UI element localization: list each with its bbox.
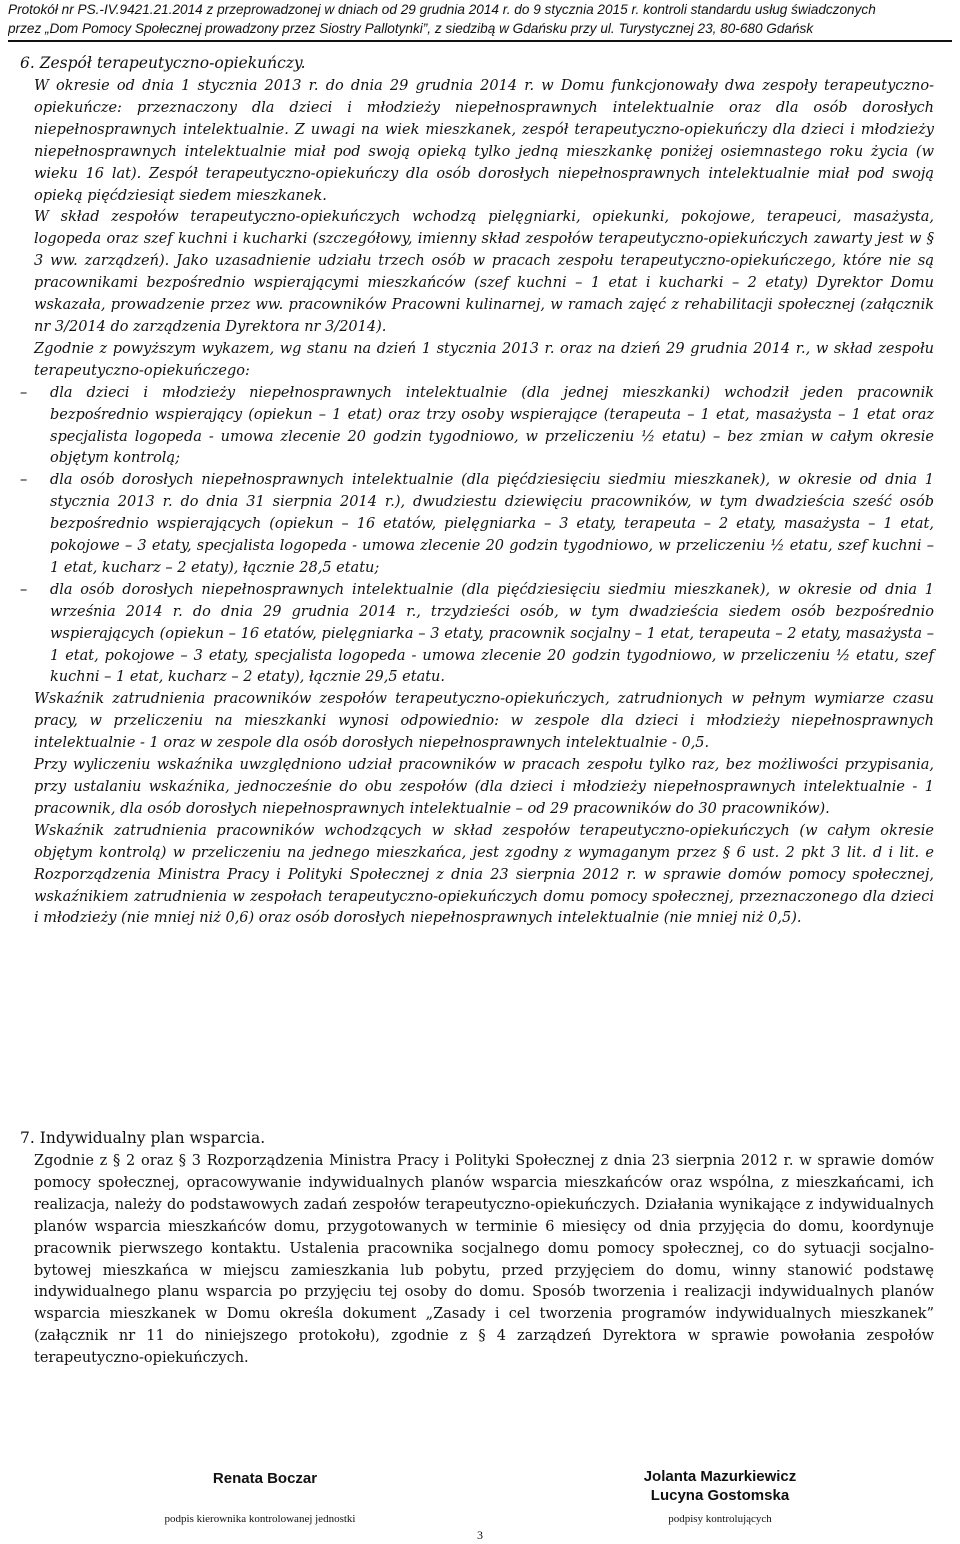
section-7-title: 7. Indywidualny plan wsparcia.	[20, 1129, 266, 1147]
list-item	[20, 580, 934, 690]
header-rule	[8, 40, 952, 42]
signature-right-name-2: Lucyna Gostomska	[650, 1487, 790, 1504]
dash-marker: –	[20, 384, 28, 401]
page-number: 3	[477, 1528, 483, 1542]
list-item	[20, 383, 934, 471]
signature-right-names	[570, 1467, 870, 1505]
section-6-title: 6. Zespół terapeutyczno-opiekuńczy.	[20, 54, 306, 72]
running-header	[8, 0, 954, 38]
section-6-paragraph-1: W okresie od dnia 1 stycznia 2013 r. do dnia 29 grudnia 2014 r. w Domu funkcjonowały dwa zespoły terapeutyczno-opiekuńcze: przeznaczony dla dzieci i młodzieży niepełnosprawnych intelektualnie oraz dla osób dorosłych niepełnosprawnych intelektualnie. Z uwagi na wiek mieszkanek, zespół terapeutyczno-opiekuńczy dla dzieci i młodzieży niepełnosprawnych intelektualnie miał pod swoją opieką tylko jedną mieszkankę poniżej osiemnastego roku życia (w wieku 16 lat). Zespół terapeutyczno-opiekuńczy dla osób dorosłych niepełnosprawnych intelektualnie miał pod swoją opieką pięćdziesiąt siedem mieszkanek.	[34, 78, 934, 204]
section-6-body	[20, 76, 934, 930]
signature-right-caption: podpisy kontrolujących	[668, 1513, 772, 1525]
list-item-text: dla osób dorosłych niepełnosprawnych intelektualnie (dla pięćdziesięciu siedmiu mieszkanek), w okresie od dnia 1 stycznia 2013 r. do dnia 31 sierpnia 2014 r.), dwudziestu dziewięciu pracowników, w tym dwadzieścia sześć osób bezpośrednio wspierających (opiekun – 16 etatów, pielęgniarka – 3 etaty, terapeuta – 2 etaty, masażysta – 1 etat, pokojowe – 3 etaty, specjalista logopeda - umowa zlecenie 20 godzin tygodniowo, w przeliczeniu ½ etatu, szef kuchni – 1 etat, kucharz – 2 etaty), łącznie 28,5 etatu;	[50, 472, 934, 576]
signature-left-name: Renata Boczar	[212, 1470, 318, 1487]
header-line-2: przez „Dom Pomocy Społecznej prowadzony przez Siostry Pallotynki”, z siedzibą w Gdańsku przy ul. Turystycznej 23, 80-680 Gdańsk	[8, 21, 814, 36]
section-6-paragraph-4: Wskaźnik zatrudnienia pracowników zespołów terapeutyczno-opiekuńczych, zatrudnionych w pełnym wymiarze czasu pracy, w przeliczeniu na mieszkanki wynosi odpowiednio: w zespole dla dzieci i młodzieży niepełnosprawnych intelektualnie - 1 oraz w zespole dla osób dorosłych niepełnosprawnych intelektualnie - 0,5.	[34, 691, 934, 752]
section-7-body	[34, 1151, 934, 1370]
section-7-paragraph-1: Zgodnie z § 2 oraz § 3 Rozporządzenia Ministra Pracy i Polityki Społecznej z dnia 23 sierpnia 2012 r. w sprawie domów pomocy społecznej, opracowywanie indywidualnych planów wsparcia mieszkańców oraz wspólna, z mieszkańcami, ich realizacja, należy do podstawowych zadań zespołów terapeutyczno-opiekuńczych. Działania wynikające z indywidualnych planów wsparcia mieszkańców domu, przygotowanych w terminie 6 miesięcy od dnia przyjęcia do domu, koordynuje pracownik pierwszego kontaktu. Ustalenia pracownika socjalnego domu pomocy społecznej, co do sytuacji socjalno-bytowej mieszkańca w miejscu zamieszkania lub pobytu, przed przyjęciem do domu, winny stanowić podstawę indywidualnego planu wsparcia po przyjęciu tej osoby do domu. Sposób tworzenia i realizacji indywidualnych planów wsparcia mieszkanek w Domu określa dokument „Zasady i cel tworzenia programów indywidualnych mieszkanek” (załącznik nr 11 do niniejszego protokołu), zgodnie z § 4 zarządzeń Dyrektora w sprawie powołania zespołów terapeutyczno-opiekuńczych.	[34, 1153, 934, 1367]
section-6-paragraph-5: Przy wyliczeniu wskaźnika uwzględniono udział pracowników w pracach zespołu tylko raz, bez możliwości przypisania, przy ustalaniu wskaźnika, jednocześnie do obu zespołów (dla dzieci i młodzieży niepełnosprawnych intelektualnie - 1 pracownik, dla osób dorosłych niepełnosprawnych intelektualnie – od 29 pracowników do 30 pracowników).	[34, 757, 934, 817]
list-item	[20, 470, 934, 580]
list-item-text: dla dzieci i młodzieży niepełnosprawnych intelektualnie (dla jednej mieszkanki) wchodził jeden pracownik bezpośrednio wspierający (opiekun – 1 etat) oraz trzy osoby wspierające (terapeuta – 1 etat, masażysta – 1 etat oraz specjalista logopeda - umowa zlecenie 20 godzin tygodniowo, w przeliczeniu ½ etatu) – bez zmian w całym okresie objętym kontrolą;	[50, 384, 934, 467]
list-item-text: dla osób dorosłych niepełnosprawnych intelektualnie (dla pięćdziesięciu siedmiu mieszkanek), w okresie od dnia 1 września 2014 r. do dnia 29 grudnia 2014 r., trzydzieści osób, w tym dwadzieścia siedem osób bezpośrednio wspierających (opiekun – 16 etatów, pielęgniarka – 3 etaty, pracownik socjalny – 1 etat, terapeuta – 2 etaty, masażysta – 1 etat, pokojowe – 3 etaty, specjalista logopeda - umowa zlecenie 20 godzin tygodniowo, w przeliczeniu ½ etatu, szef kuchni – 1 etat, kucharz – 2 etaty), łącznie 29,5 etatu.	[50, 581, 934, 686]
dash-marker: –	[20, 472, 28, 489]
header-line-1: Protokół nr PS.-IV.9421.21.2014 z przeprowadzonej w dniach od 29 grudnia 2014 r. do 9 stycznia 2015 r. kontroli standardu usług świadczonych	[8, 2, 876, 17]
section-6-paragraph-3: Zgodnie z powyższym wykazem, wg stanu na dzień 1 stycznia 2013 r. oraz na dzień 29 grudnia 2014 r., w skład zespołu terapeutyczno-opiekuńczego:	[34, 340, 934, 379]
signature-left-caption: podpis kierownika kontrolowanej jednostki	[164, 1513, 356, 1525]
signature-right-name-1: Jolanta Mazurkiewicz	[643, 1468, 797, 1485]
dash-marker: –	[20, 581, 28, 598]
section-6-paragraph-2: W skład zespołów terapeutyczno-opiekuńczych wchodzą pielęgniarki, opiekunki, pokojowe, terapeuci, masażysta, logopeda oraz szef kuchni i kucharki (szczegółowy, imienny skład zespołów terapeutyczno-opiekuńczych zawarty jest w § 3 ww. zarządzeń). Jako uzasadnienie udziału trzech osób w pracach zespołu terapeutyczno-opiekuńczego, które nie są pracownikami bezpośrednio wspierającymi mieszkańców (szef kuchni – 1 etat i kucharki – 2 etaty) Dyrektor Domu wskazała, prowadzenie przez ww. pracowników Pracowni kulinarnej, w ramach zajęć z rehabilitacji społecznej (załącznik nr 3/2014 do zarządzenia Dyrektora nr 3/2014).	[34, 209, 934, 335]
section-6-paragraph-6: Wskaźnik zatrudnienia pracowników wchodzących w skład zespołów terapeutyczno-opiekuńczych (w całym okresie objętym kontrolą) w przeliczeniu na jednego mieszkańca, jest zgodny z wymaganym przez § 6 ust. 2 pkt 3 lit. d i lit. e Rozporządzenia Ministra Pracy i Polityki Społecznej z dnia 23 sierpnia 2012 r. w sprawie domów pomocy społecznej, wskaźnikiem zatrudnienia w zespołach terapeutyczno-opiekuńczych domu pomocy społecznej, przeznaczonego dla dzieci i młodzieży (nie mniej niż 0,6) oraz osób dorosłych niepełnosprawnych intelektualnie (nie mniej niż 0,5).	[34, 822, 934, 927]
